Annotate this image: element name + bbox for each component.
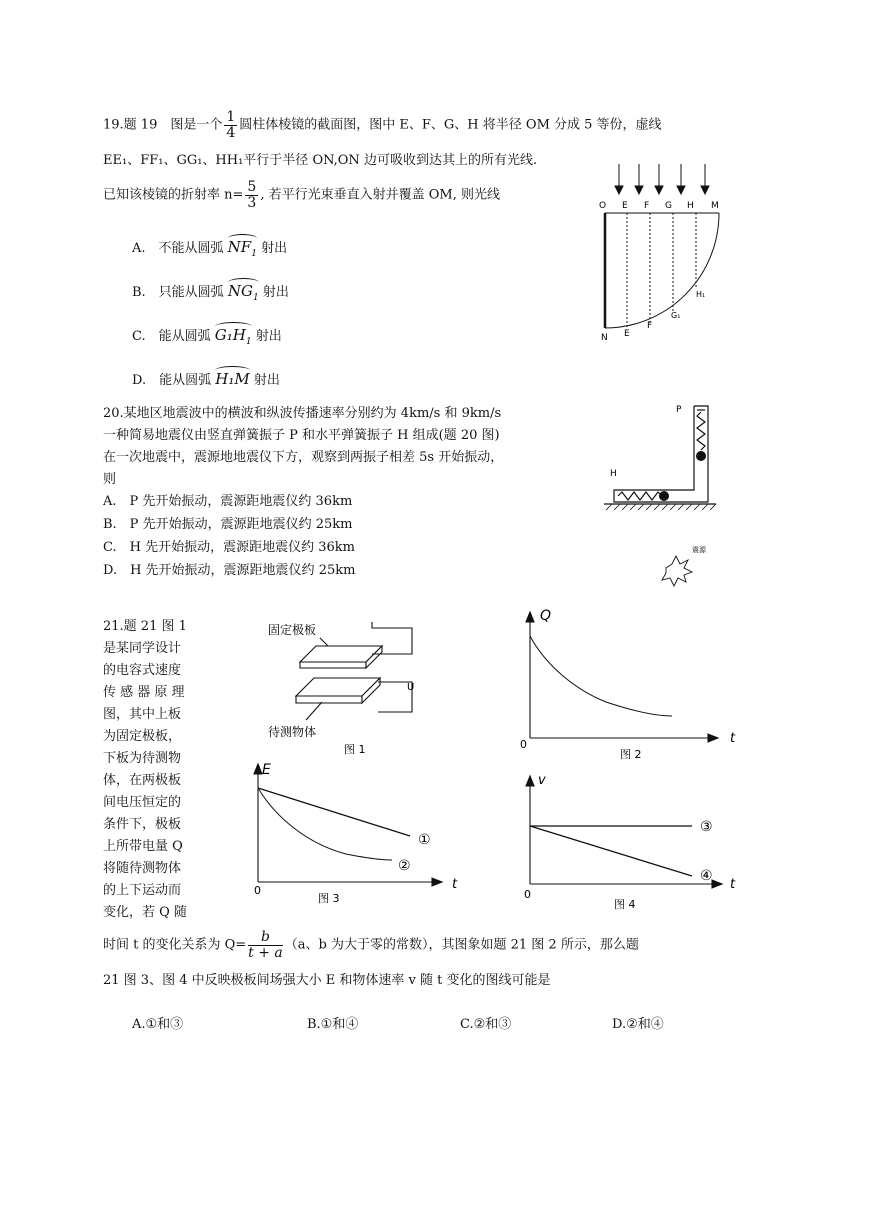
label-f: F [644,201,650,211]
line-3-label: ③ [700,819,713,835]
q21-figure-1 [262,618,442,768]
q21-option-d: D.②和④ [612,1017,664,1032]
label-g1: G₁ [671,311,681,320]
burst-icon [662,556,692,586]
q19-line3-pre: 已知该棱镜的折射率 n= [103,187,244,203]
label-e: E [622,201,628,211]
q21-side-text: 21.题 21 图 1 是某同学设计 的电容式速度 传 感 器 原 理 图，其中上板 为固定极板， 下板为待测物 体，在两极板 间电压恒定的 条件下，极板 上所带电量 Q 将随待测物体 的上下运动而 变化，若 Q 随 [103,619,187,920]
q19-figure [595,160,735,350]
q21-option-b: B.①和④ [307,1017,359,1032]
vertical-oscillator-ball [696,451,706,461]
q20-line4: 则 [103,472,117,487]
voltage-label: U [407,682,415,693]
e-line-1 [258,788,410,836]
q19-line1-post: 圆柱体棱镜的截面图，图中 E、F、G、H 将半径 OM 分成 5 等份，虚线 [239,117,662,133]
q21-line-q: 时间 t 的变化关系为 Q= $\frac{b}{t + a}$ （a、b 为大于零的常数），其图象如题 21 图 2 所示，那么题 [103,929,639,961]
v-line-4 [530,826,692,876]
horizontal-oscillator-ball [659,491,669,501]
fig2-caption: 图 2 [620,748,642,761]
fixed-plate-label: 固定极板 [268,623,317,637]
q19-line1 [103,110,662,140]
q-axis-label: Q [540,608,552,624]
origin-label: 0 [520,738,527,751]
arc-symbol: H₁M [215,366,249,392]
q21-q-fraction: $\frac{b}{t + a}$ [248,929,283,961]
label-p: P [676,405,682,415]
label-g: G [665,201,672,211]
q20-option-b: B. P 先开始振动，震源距地震仪约 25km [103,517,353,532]
v-axis-label: v [538,773,546,788]
q19-line2: EE₁、FF₁、GG₁、HH₁平行于半径 ON,ON 边可吸收到达其上的所有光线. [103,153,538,168]
origin-label: 0 [254,884,261,897]
t-axis-label: t [730,877,736,892]
q20-line3: 在一次地震中，震源地地震仪下方，观察到两振子相差 5s 开始振动， [103,450,504,465]
line-2-label: ② [398,858,411,874]
origin-label: 0 [524,888,531,901]
arc-symbol: $NG_1$ [228,278,259,304]
q21-figure-2 [516,606,746,766]
t-axis-label: t [730,731,736,746]
t-axis-label: t [452,877,458,892]
q20-line2: 一种简易地震仪由竖直弹簧振子 P 和水平弹簧振子 H 组成(题 20 图) [103,428,500,443]
q-curve [530,636,672,716]
label-e1: E [624,329,630,339]
label-h: H [687,201,694,211]
arc-symbol: $G_1H_1$ [215,322,252,348]
q21-figure-3 [246,758,476,918]
q21-option-a: A.①和③ [132,1017,184,1032]
q19-option-a: A. 不能从圆弧 $NF_1$ 射出 [132,234,287,260]
q20-line1: 20.某地区地震波中的横波和纵波传播速率分别约为 4km/s 和 9km/s [103,406,502,421]
q21-figure-4 [516,770,746,930]
label-h1: H₁ [696,290,706,299]
line-1-label: ① [418,832,431,848]
arc-symbol: $NF_1$ [228,234,257,260]
object-label: 待测物体 [268,725,317,739]
fig3-caption: 图 3 [318,892,340,905]
fig1-caption: 图 1 [344,743,366,756]
label-n: N [601,333,608,343]
q19-option-b: B. 只能从圆弧 $NG_1$ 射出 [132,278,289,304]
q20-option-a: A. P 先开始振动，震源距地震仪约 36km [103,494,353,509]
q19-option-c: C. 能从圆弧 $G_1H_1$ 射出 [132,322,282,348]
label-f1: F [647,321,653,331]
line-4-label: ④ [700,868,713,884]
q20-option-d: D. H 先开始振动，震源距地震仪约 25km [103,563,356,578]
q20-option-c: C. H 先开始振动，震源距地震仪约 36km [103,540,355,555]
q19-option-d: D. 能从圆弧 H₁M 射出 [132,366,280,392]
e-axis-label: E [262,762,271,778]
light-ray-arrows [615,164,709,194]
fig4-caption: 图 4 [614,898,636,911]
q21-line-last: 21 图 3、图 4 中反映极板间场强大小 E 和物体速率 v 随 t 变化的图线可能是 [103,973,551,988]
q19-line3-post: , 若平行光束垂直入射并覆盖 OM, 则光线 [260,187,500,203]
label-o: O [599,201,607,211]
q21-option-c: C.②和③ [460,1017,512,1032]
q19-refractive-fraction: $\frac{5}{3}$ [247,179,257,211]
label-m: M [711,201,719,211]
q19-fraction: $\frac{1}{4}$ [226,109,236,141]
q19-line1-pre: 19.题 19 图是一个 [103,117,223,133]
label-source: 震源 [692,546,706,554]
q19-line3 [103,180,500,210]
label-h: H [610,469,617,479]
q20-figure [600,398,730,598]
